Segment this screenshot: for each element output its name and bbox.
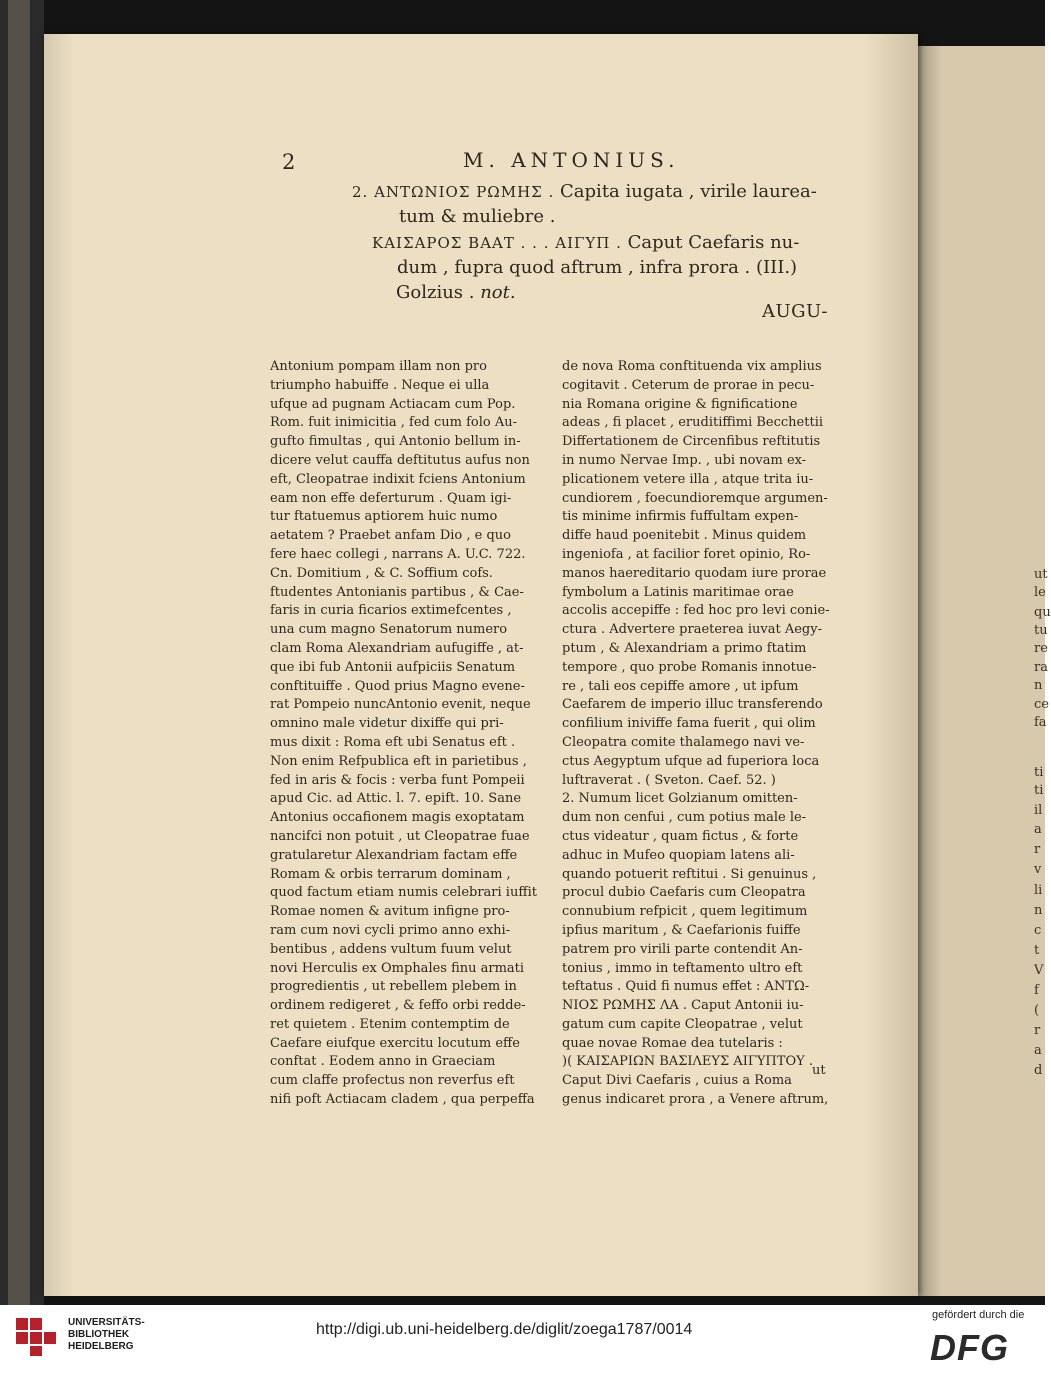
facing-page-edge [918, 46, 1045, 1296]
catchword-top: AUGU- [762, 301, 828, 322]
text-line: connubium refpicit , quem legitimum [562, 904, 808, 920]
greek-legend: ΚΑΙΣΑΡΟΣ ΒΑΑΤ . . . ΑΙΓΥΠ . [372, 234, 622, 252]
viewer-footer [0, 1305, 1045, 1374]
text-line: quae novae Romae dea tutelaris : [562, 1035, 783, 1051]
facing-page-fragment: v [1034, 862, 1042, 877]
text-line: fymbolum a Latinis maritimae orae [562, 584, 794, 600]
description: Caput Caefaris nu- [621, 232, 800, 253]
facing-page-fragment: ce [1034, 697, 1049, 712]
text-line: cogitavit . Ceterum de prorae in pecu- [562, 377, 815, 393]
text-line: rat Pompeio nuncAntonio evenit, neque [270, 697, 531, 713]
facing-page-fragment: n [1034, 903, 1043, 918]
text-line: una cum magno Senatorum numero [270, 622, 508, 638]
text-line: gufto fimultas , qui Antonio bellum in- [270, 434, 521, 450]
source-note: not. [480, 282, 516, 303]
facing-page-fragment: li [1034, 883, 1043, 898]
text-line: quod factum etiam numis celebrari iuffit [270, 885, 537, 901]
text-line: dum non cenfui , cum potius male le- [562, 810, 807, 826]
text-line: conftat . Eodem anno in Graeciam [270, 1054, 496, 1070]
text-line: genus indicaret prora , a Venere aftrum, [562, 1092, 829, 1108]
facing-page-fragment: V [1034, 963, 1044, 978]
text-line: adeas , fi placet , eruditiffimi Becchettii [562, 415, 824, 431]
facing-page-fragment: ra [1034, 660, 1048, 675]
text-line: tempore , quo probe Romanis innotue- [562, 659, 817, 675]
facing-page-fragment: le [1034, 585, 1046, 600]
text-line: tis minime infirmis fuffultam expen- [562, 509, 799, 525]
funding-label: gefördert durch die [932, 1309, 1025, 1321]
text-line: novi Herculis ex Omphales finu armati [270, 960, 525, 976]
text-line: )( ΚΑΙΣΑΡΙΩΝ ΒΑΣΙΛΕΥΣ ΑΙΓΥΠΤΟΥ . [562, 1054, 813, 1070]
text-line: nancifci non potuit , ut Cleopatrae fuae [270, 828, 530, 844]
facing-page-fragment: ut [1034, 567, 1048, 582]
text-line: fed in aris & focis : verba funt Pompeii [270, 772, 525, 788]
text-line: gratularetur Alexandriam factam effe [270, 847, 518, 863]
text-line: diffe haud poenitebit . Minus quidem [562, 528, 807, 544]
text-line: tur ftatuemus aptiorem huic numo [270, 509, 498, 525]
text-line: Antonium pompam illam non pro [270, 359, 487, 374]
catchword-bottom: ut [812, 1063, 826, 1078]
page-number: 2 [282, 150, 296, 174]
text-line: ret quietem . Etenim contemptim de [270, 1016, 510, 1032]
text-line: Rom. fuit inimicitia , fed cum folo Au- [270, 415, 518, 431]
facing-page-fragment: ( [1034, 1003, 1040, 1018]
running-head: M. ANTONIUS. [463, 148, 680, 172]
text-line: quando potuerit reftitui . Si genuinus , [562, 866, 817, 882]
text-line: ptum , & Alexandriam a primo ftatim [562, 640, 807, 656]
text-line: ΝΙΟΣ ΡΩΜΗΣ ΛΑ . Caput Antonii iu- [562, 998, 804, 1014]
facing-page-fragment: tu [1034, 623, 1048, 638]
binding-strip [8, 0, 30, 1305]
facing-page-fragment: d [1034, 1063, 1043, 1078]
text-line: Romam & orbis terrarum dominam , [270, 866, 511, 882]
facing-page-fragment: ti [1034, 765, 1044, 780]
facing-page-fragment: t [1034, 943, 1040, 958]
text-line: Cn. Domitium , & C. Soffium cofs. [270, 565, 493, 581]
text-line: gatum cum capite Cleopatrae , velut [562, 1016, 803, 1032]
text-line: ufque ad pugnam Actiacam cum Pop. [270, 396, 516, 412]
text-line: ordinem redigeret , & feffo orbi redde- [270, 998, 526, 1014]
coin-entry-source [396, 280, 516, 305]
text-line: ftudentes Antonianis partibus , & Cae- [270, 584, 524, 600]
text-column-right [562, 358, 834, 1110]
coin-entry-2-obverse-cont: tum & muliebre . [399, 206, 556, 227]
text-line: dicere velut cauffa deftitutus aufus non [270, 452, 530, 468]
facing-page-fragment: qu [1034, 605, 1051, 620]
text-line: ipfius maritum , & Caefarionis fuiffe [562, 922, 801, 938]
text-line: Differtationem de Circenfibus reftitutis [562, 434, 821, 450]
text-line: aetatem ? Praebet anfam Dio , e quo [270, 528, 511, 544]
text-line: Caefare eiufque exercitu locutum effe [270, 1035, 520, 1051]
text-line: accolis accepiffe : fed hoc pro levi conie- [562, 603, 830, 619]
text-line: cundiorem , foecundioremque argumen- [562, 490, 828, 506]
permalink-url[interactable]: http://digi.ub.uni-heidelberg.de/diglit/zoega1787/0014 [316, 1321, 693, 1338]
description: Capita iugata , virile laurea- [554, 181, 817, 202]
text-line: Romae nomen & avitum infigne pro- [270, 904, 510, 920]
text-line: procul dubio Caefaris cum Cleopatra [562, 885, 806, 901]
text-line: patrem pro virili parte contendit An- [562, 941, 803, 957]
text-line: ram cum novi cycli primo anno exhi- [270, 922, 511, 938]
text-line: 2. Numum licet Golzianum omitten- [562, 791, 798, 807]
text-line: luftraverat . ( Sveton. Caef. 52. ) [562, 772, 776, 788]
text-line: clam Roma Alexandriam aufugiffe , at- [270, 640, 524, 656]
greek-legend: 2. ΑΝΤΩΝΙΟΣ ΡΩΜΗΣ . [352, 183, 555, 201]
facing-page-fragment: ti [1034, 783, 1044, 798]
text-line: fere haec collegi , narrans A. U.C. 722. [270, 546, 526, 562]
text-line: eam non effe deferturum . Quam igi- [270, 490, 512, 506]
text-line: faris in curia ficarios extimefcentes , [270, 603, 512, 619]
text-line: omnino male videtur dixiffe qui pri- [270, 716, 504, 732]
facing-page-fragment: n [1034, 678, 1043, 693]
text-line: de nova Roma conftituenda vix amplius [562, 359, 822, 374]
facing-page-fragment: il [1034, 803, 1043, 818]
text-line: nia Romana origine & fignificatione [562, 396, 798, 412]
text-line: ctura . Advertere praeterea iuvat Aegy- [562, 622, 822, 638]
text-line: eft, Cleopatrae indixit fciens Antonium [270, 471, 526, 487]
text-line: progredientis , ut rebellem plebem in [270, 979, 517, 995]
text-line: teftatus . Quid fi numus effet : ΑΝΤΩ- [562, 979, 810, 995]
text-line: ctus Aegyptum ufque ad fuperiora loca [562, 753, 820, 769]
text-line: Caput Divi Caefaris , cuius a Roma [562, 1073, 792, 1089]
text-line: Non enim Refpublica eft in parietibus , [270, 753, 527, 769]
facing-page-fragment: a [1034, 822, 1042, 837]
dfg-logo: DFG [930, 1327, 1009, 1368]
text-line: cum claffe profectus non reverfus eft [270, 1073, 515, 1089]
coin-entry-2-obverse [352, 179, 817, 205]
text-line: adhuc in Mufeo quopiam latens ali- [562, 847, 795, 863]
text-line: nifi poft Actiacam cladem , qua perpeffa [270, 1092, 535, 1108]
text-line: in numo Nervae Imp. , ubi novam ex- [562, 452, 807, 468]
text-line: re , tali eos cepiffe amore , ut ipfum [562, 678, 799, 694]
text-line: mus dixit : Roma eft ubi Senatus eft . [270, 734, 516, 750]
text-line: plicationem vetere illa , atque trita iu- [562, 471, 814, 487]
text-line: tonius , immo in teftamento ultro eft [562, 960, 803, 976]
coin-entry-2-reverse [372, 230, 799, 256]
facing-page-fragment: r [1034, 842, 1041, 857]
text-line: que ibi fub Antonii aufpiciis Senatum [270, 659, 516, 675]
facing-page-fragment: re [1034, 641, 1048, 656]
text-line: ingeniofa , at facilior foret opinio, Ro- [562, 546, 811, 562]
institution-name: UNIVERSITÄTS- BIBLIOTHEK HEIDELBERG [68, 1317, 145, 1352]
facing-page-fragment: fa [1034, 715, 1047, 730]
text-line: bentibus , addens vultum fuum velut [270, 941, 512, 957]
facing-page-fragment: r [1034, 1023, 1041, 1038]
coin-entry-2-reverse-cont: dum , fupra quod aftrum , infra prora . (III.) [397, 257, 798, 278]
text-line: manos haereditario quodam iure prorae [562, 565, 827, 581]
text-line: ctus videatur , quam fictus , & forte [562, 828, 799, 844]
text-line: confilium iniviffe fama fuerit , qui olim [562, 716, 816, 732]
source-author: Golzius . [396, 282, 481, 303]
text-line: apud Cic. ad Attic. l. 7. epift. 10. Sane [270, 791, 522, 807]
facing-page-fragment: f [1034, 983, 1039, 998]
text-column-left [270, 358, 542, 1110]
facing-page-fragment: c [1034, 923, 1042, 938]
text-line: Cleopatra comite thalamego navi ve- [562, 734, 805, 750]
university-seal-icon [14, 1314, 58, 1358]
text-line: Antonius occafionem magis exoptatam [270, 810, 525, 826]
facing-page-fragment: a [1034, 1043, 1042, 1058]
text-line: conftituiffe . Quod prius Magno evene- [270, 678, 525, 694]
text-line: Caefarem de imperio illuc transferendo [562, 697, 823, 713]
text-line: triumpho habuiffe . Neque ei ulla [270, 377, 490, 393]
